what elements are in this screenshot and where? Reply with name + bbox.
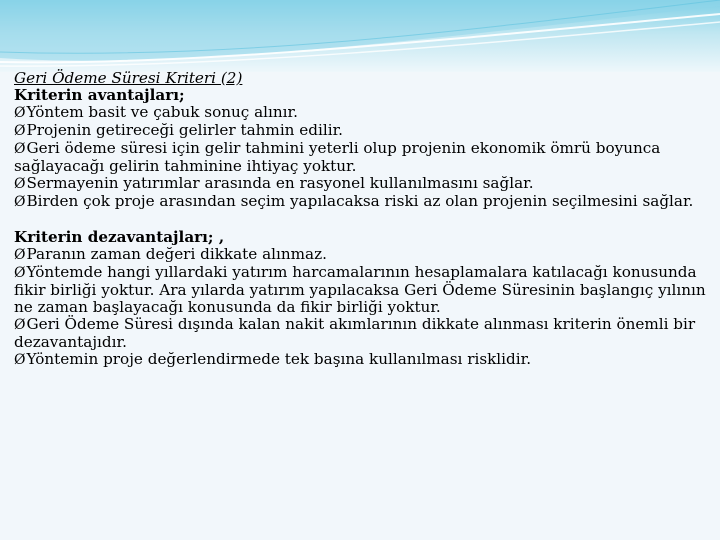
slide-body	[14, 70, 710, 369]
advantage-item: ØGeri ödeme süresi için gelir tahmini yeterli olup projenin ekonomik ömrü boyunca sağlayacağı gelirin tahminine ihtiyaç yoktur.	[14, 139, 661, 175]
advantage-item: ØProjenin getireceği gelirler tahmin edilir.	[14, 121, 343, 139]
disadvantage-item: ØGeri Ödeme Süresi dışında kalan nakit akımlarının dikkate alınması kriterin önemli bir dezavantajıdır.	[14, 315, 696, 351]
bullet-arrow-icon: Ø	[14, 105, 26, 121]
disadvantage-item: ØYöntemin proje değerlendirmede tek başına kullanılması risklidir.	[14, 350, 532, 368]
bullet-arrow-icon: Ø	[14, 317, 26, 333]
section-spacer	[14, 211, 710, 229]
advantages-heading: Kriterin avantajları;	[14, 86, 185, 104]
bullet-arrow-icon: Ø	[14, 123, 26, 139]
bullet-arrow-icon: Ø	[14, 194, 26, 210]
wave-decoration	[0, 0, 720, 72]
bullet-arrow-icon: Ø	[14, 265, 26, 281]
bullet-arrow-icon: Ø	[14, 352, 26, 368]
bullet-arrow-icon: Ø	[14, 176, 26, 192]
advantage-item: ØBirden çok proje arasından seçim yapılacaksa riski az olan projenin seçilmesini sağlar.	[14, 192, 694, 210]
header-wave-band	[0, 0, 720, 72]
disadvantage-item: ØParanın zaman değeri dikkate alınmaz.	[14, 245, 327, 263]
disadvantage-item: ØYöntemde hangi yıllardaki yatırım harcamalarının hesaplamalara katılacağı konusunda fikir birliği yoktur. Ara yılarda yatırım yapılacaksa Geri Ödeme Süresinin başlangıç yılının ne zaman başlayacağı konusunda da fikir birliği yoktur.	[14, 263, 706, 316]
advantage-item: ØYöntem basit ve çabuk sonuç alınır.	[14, 103, 298, 121]
bullet-arrow-icon: Ø	[14, 247, 26, 263]
bullet-arrow-icon: Ø	[14, 141, 26, 157]
disadvantages-heading: Kriterin dezavantajları; ,	[14, 228, 225, 246]
slide-title: Geri Ödeme Süresi Kriteri (2)	[14, 69, 243, 87]
advantage-item: ØSermayenin yatırımlar arasında en rasyonel kullanılmasını sağlar.	[14, 174, 534, 192]
